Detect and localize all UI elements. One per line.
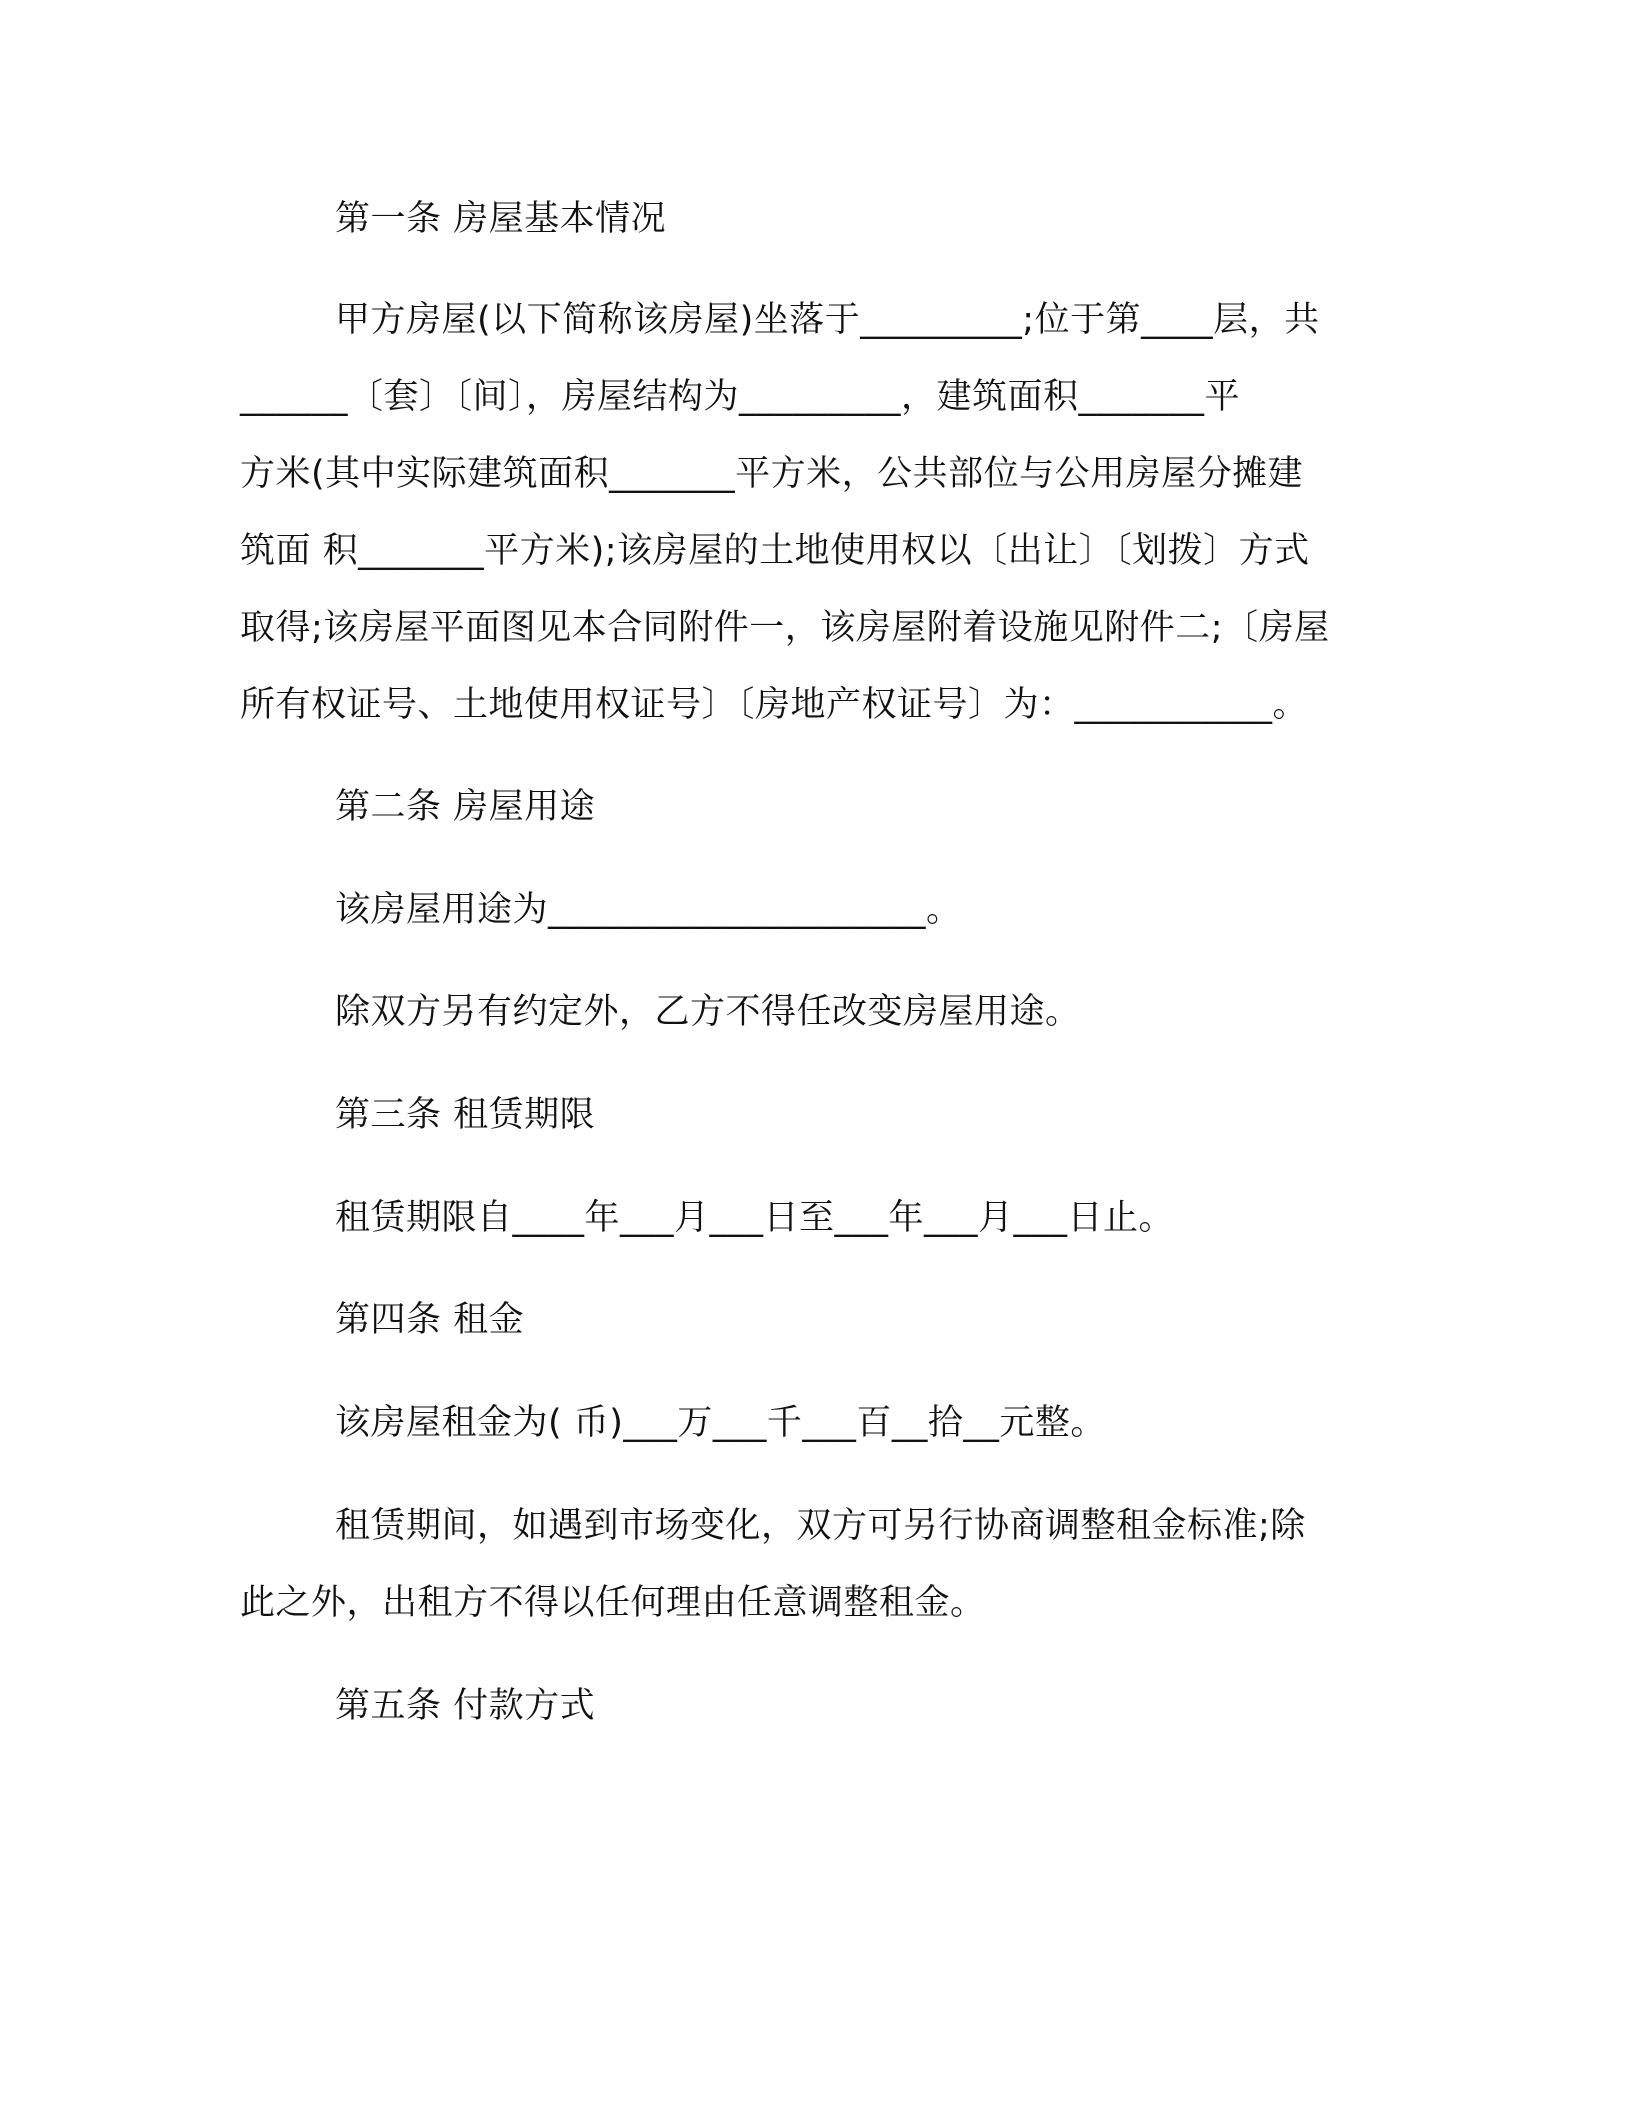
article-1-paragraph-line-4: 筑面 积_______平方米);该房屋的土地使用权以〔出让〕〔划拨〕方式 [240,531,1310,571]
article-3-term-line: 租赁期限自____年___月___日至___年___月___日止。 [335,1198,1175,1238]
article-1-heading: 第一条 房屋基本情况 [335,199,667,239]
article-4-heading: 第四条 租金 [335,1300,525,1340]
article-2-heading: 第二条 房屋用途 [335,787,596,827]
article-1-paragraph-line-6: 所有权证号、土地使用权证号〕〔房地产权证号〕为：___________。 [240,685,1309,725]
article-4-rent-line: 该房屋租金为( 币)___万___千___百__拾__元整。 [335,1403,1106,1443]
article-1-paragraph-line-5: 取得;该房屋平面图见本合同附件一，该房屋附着设施见附件二;〔房屋 [240,608,1330,648]
article-1-paragraph-line-3: 方米(其中实际建筑面积_______平方米，公共部位与公用房屋分摊建 [240,454,1304,494]
article-1-paragraph-line-1: 甲方房屋(以下简称该房屋)坐落于_________;位于第____层，共 [335,300,1320,340]
article-1-paragraph-line-2: ______〔套〕〔间〕，房屋结构为_________，建筑面积_______平 [240,377,1241,417]
article-4-adjustment-line-2: 此之外，出租方不得以任何理由任意调整租金。 [240,1583,986,1623]
article-5-heading: 第五条 付款方式 [335,1686,596,1726]
article-2-restriction-line: 除双方另有约定外，乙方不得任改变房屋用途。 [335,992,1081,1032]
article-4-adjustment-line-1: 租赁期间，如遇到市场变化，双方可另行协商调整租金标准;除 [335,1506,1306,1546]
article-2-usage-line: 该房屋用途为_____________________。 [335,890,962,930]
article-3-heading: 第三条 租赁期限 [335,1095,596,1135]
